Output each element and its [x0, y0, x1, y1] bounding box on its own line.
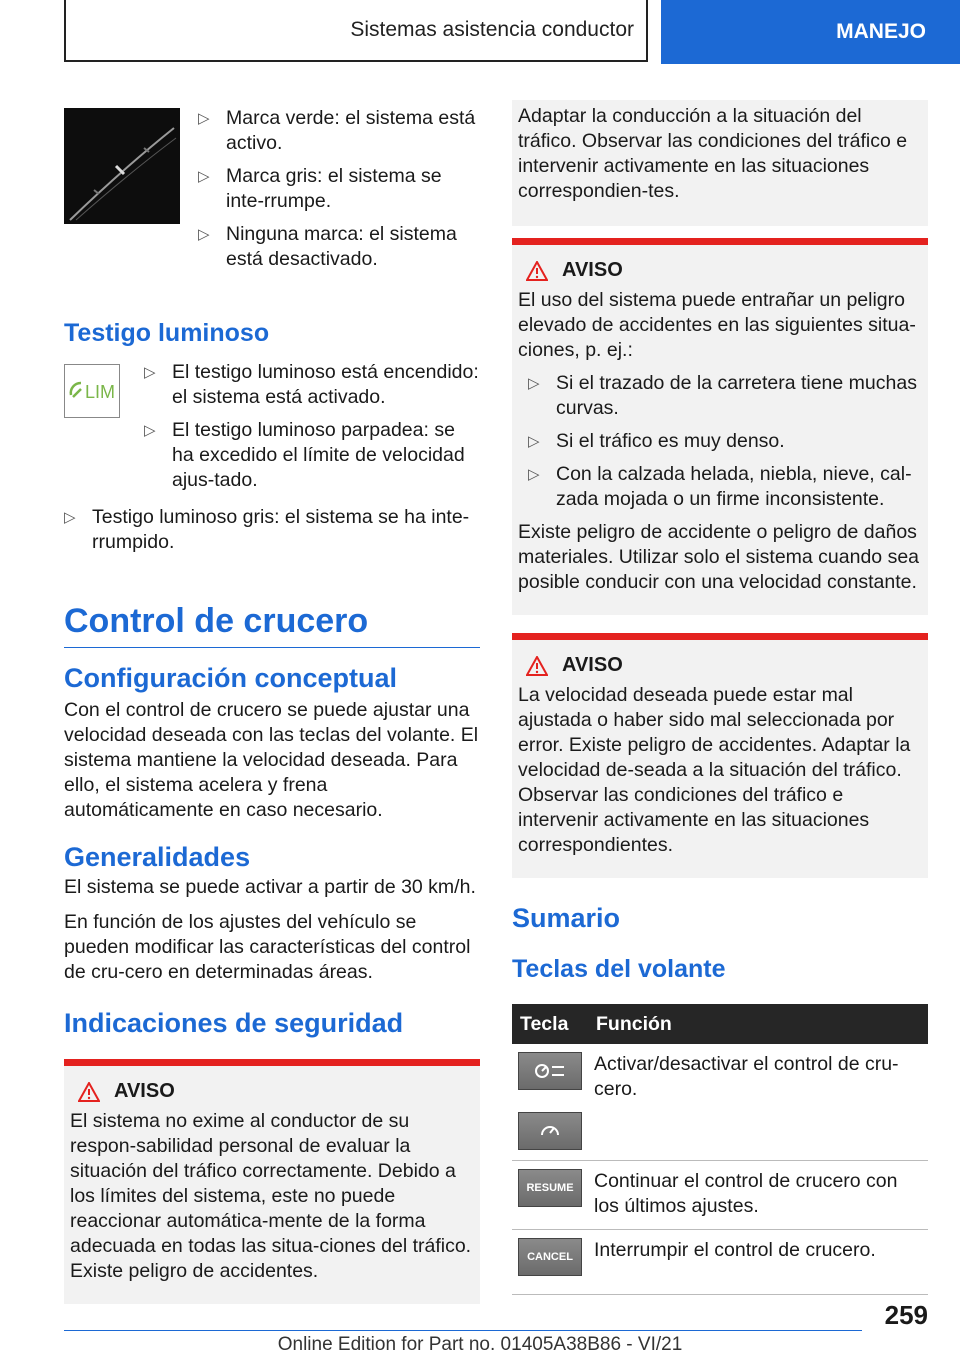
control-heading: Control de crucero — [64, 602, 369, 640]
function-cell: Continuar el control de crucero con los últimos ajustes. — [588, 1161, 928, 1230]
edition-line: Online Edition for Part no. 01405A38B86 - VI/21 — [277, 1334, 683, 1355]
warning-header — [526, 654, 922, 677]
list-item: ▷ Testigo luminoso gris: el sistema se ha inte-rrumpido. — [64, 506, 470, 553]
warning-label: AVISO — [562, 654, 623, 676]
sumario-heading: Sumario — [512, 903, 621, 933]
triangle-bullet-icon: ▷ — [528, 466, 540, 483]
list-item: ▷ Si el trazado de la carretera tiene muchas curvas. — [528, 372, 917, 419]
list-item: ▷ Si el tráfico es muy denso. — [528, 430, 785, 452]
column-header-key: Tecla — [512, 1004, 588, 1044]
table-row — [512, 1230, 928, 1295]
triangle-bullet-icon: ▷ — [144, 364, 156, 381]
warning-header — [526, 259, 922, 282]
warning-label: AVISO — [562, 259, 623, 281]
left-column — [64, 100, 480, 1304]
footer-rule — [64, 1330, 862, 1331]
table-row — [512, 1161, 928, 1230]
cruise-control-speed-key-icon — [518, 1112, 582, 1150]
lim-indicator-icon — [64, 364, 120, 418]
warning-header — [78, 1080, 474, 1103]
list-item: ▷ Marca verde: el sistema está activo. — [198, 107, 476, 154]
table-row — [512, 1044, 928, 1161]
config-paragraph: Con el control de crucero se puede ajustar una velocidad deseada con las teclas del volante. El sistema mantiene la velocidad deseada. Para ello, el sistema acelera y frena automáticamente en caso necesario. — [64, 699, 479, 821]
list-item: ▷ Marca gris: el sistema se inte-rrumpe. — [198, 165, 442, 212]
general-heading: Generalidades — [64, 842, 251, 872]
resume-key-icon: RESUME — [518, 1169, 582, 1207]
list-item: ▷ El testigo luminoso está encendido: el sistema está activado. — [144, 361, 479, 408]
warning-list — [528, 371, 922, 512]
steering-keys-table — [512, 1004, 928, 1295]
seguridad-heading: Indicaciones de seguridad — [64, 1008, 404, 1038]
table-header-row — [512, 1004, 928, 1044]
triangle-bullet-icon: ▷ — [528, 433, 540, 450]
general-paragraph-2: En función de los ajustes del vehículo se pueden modificar las características del control de cru-cero en determinadas áreas. — [64, 911, 471, 983]
warning-label: AVISO — [114, 1080, 175, 1102]
triangle-bullet-icon: ▷ — [198, 226, 210, 243]
testigo-list — [144, 360, 480, 501]
chapter-tab[interactable]: MANEJO — [661, 0, 960, 64]
warning-text: El sistema no exime al conductor de su respon-sabilidad personal de evaluar la situación del tráfico correctamente. Debido a los límites del sistema, este no puede reaccionar automática-mente de la forma adecuada en todas las situa-ciones del tráfico. Existe peligro de accidentes. — [70, 1110, 472, 1282]
page-number: 259 — [884, 1300, 928, 1330]
triangle-bullet-icon: ▷ — [64, 509, 76, 526]
lim-text: LIM — [85, 382, 116, 402]
continued-box — [512, 100, 928, 226]
config-heading: Configuración conceptual — [64, 663, 398, 693]
triangle-bullet-icon: ▷ — [198, 110, 210, 127]
key-cell — [512, 1161, 588, 1230]
triangle-bullet-icon: ▷ — [144, 422, 156, 439]
key-cell — [512, 1230, 588, 1295]
triangle-bullet-icon: ▷ — [198, 168, 210, 185]
warning-box — [512, 633, 928, 878]
testigo-gray-list — [64, 505, 480, 555]
list-item: ▷ El testigo luminoso parpadea: se ha excedido el límite de velocidad ajus-tado. — [144, 419, 465, 491]
warning-intro: El uso del sistema puede entrañar un peligro elevado de accidentes en las siguientes situa-ciones, p. ej.: — [518, 289, 916, 361]
page-header — [0, 0, 960, 66]
cruise-control-key-icon — [518, 1052, 582, 1090]
warning-box — [64, 1059, 480, 1304]
testigo-heading: Testigo luminoso — [64, 319, 270, 347]
heading-rule — [64, 647, 480, 648]
speedometer-mark-image — [64, 108, 180, 224]
marks-block — [64, 100, 480, 280]
teclas-heading: Teclas del volante — [512, 955, 726, 983]
function-cell: Activar/desactivar el control de cru-cero. — [588, 1044, 928, 1161]
continued-text: Adaptar la conducción a la situación del tráfico. Observar las condiciones del tráfico e intervenir activamente en las situaciones correspondien-tes. — [518, 105, 908, 202]
warning-box — [512, 238, 928, 615]
marks-list — [198, 106, 480, 280]
function-cell: Interrumpir el control de crucero. — [588, 1230, 928, 1295]
testigo-block — [64, 360, 480, 501]
general-paragraph-1: El sistema se puede activar a partir de 30 km/h. — [64, 876, 476, 898]
warning-outro: Existe peligro de accidente o peligro de daños materiales. Utilizar solo el sistema cuando sea posible conducir con una velocidad constante. — [518, 521, 920, 593]
cancel-key-icon: CANCEL — [518, 1238, 582, 1276]
section-title: Sistemas asistencia conductor — [64, 0, 648, 62]
warning-triangle-icon — [78, 1082, 100, 1102]
list-item: ▷ Con la calzada helada, niebla, nieve, cal-zada mojada o un firme inconsistente. — [528, 463, 912, 510]
right-column — [512, 100, 928, 1295]
warning-text: La velocidad deseada puede estar mal ajustada o haber sido mal seleccionada por error. Existe peligro de accidentes. Adaptar la velocidad de-seada a la situación del tráfico. Observar las condiciones del tráfico e intervenir activamente en las situaciones correspondientes. — [518, 684, 911, 856]
warning-triangle-icon — [526, 261, 548, 281]
column-header-function: Función — [588, 1004, 928, 1044]
key-cell — [512, 1044, 588, 1161]
warning-triangle-icon — [526, 656, 548, 676]
list-item: ▷ Ninguna marca: el sistema está desactivado. — [198, 223, 457, 270]
triangle-bullet-icon: ▷ — [528, 375, 540, 392]
